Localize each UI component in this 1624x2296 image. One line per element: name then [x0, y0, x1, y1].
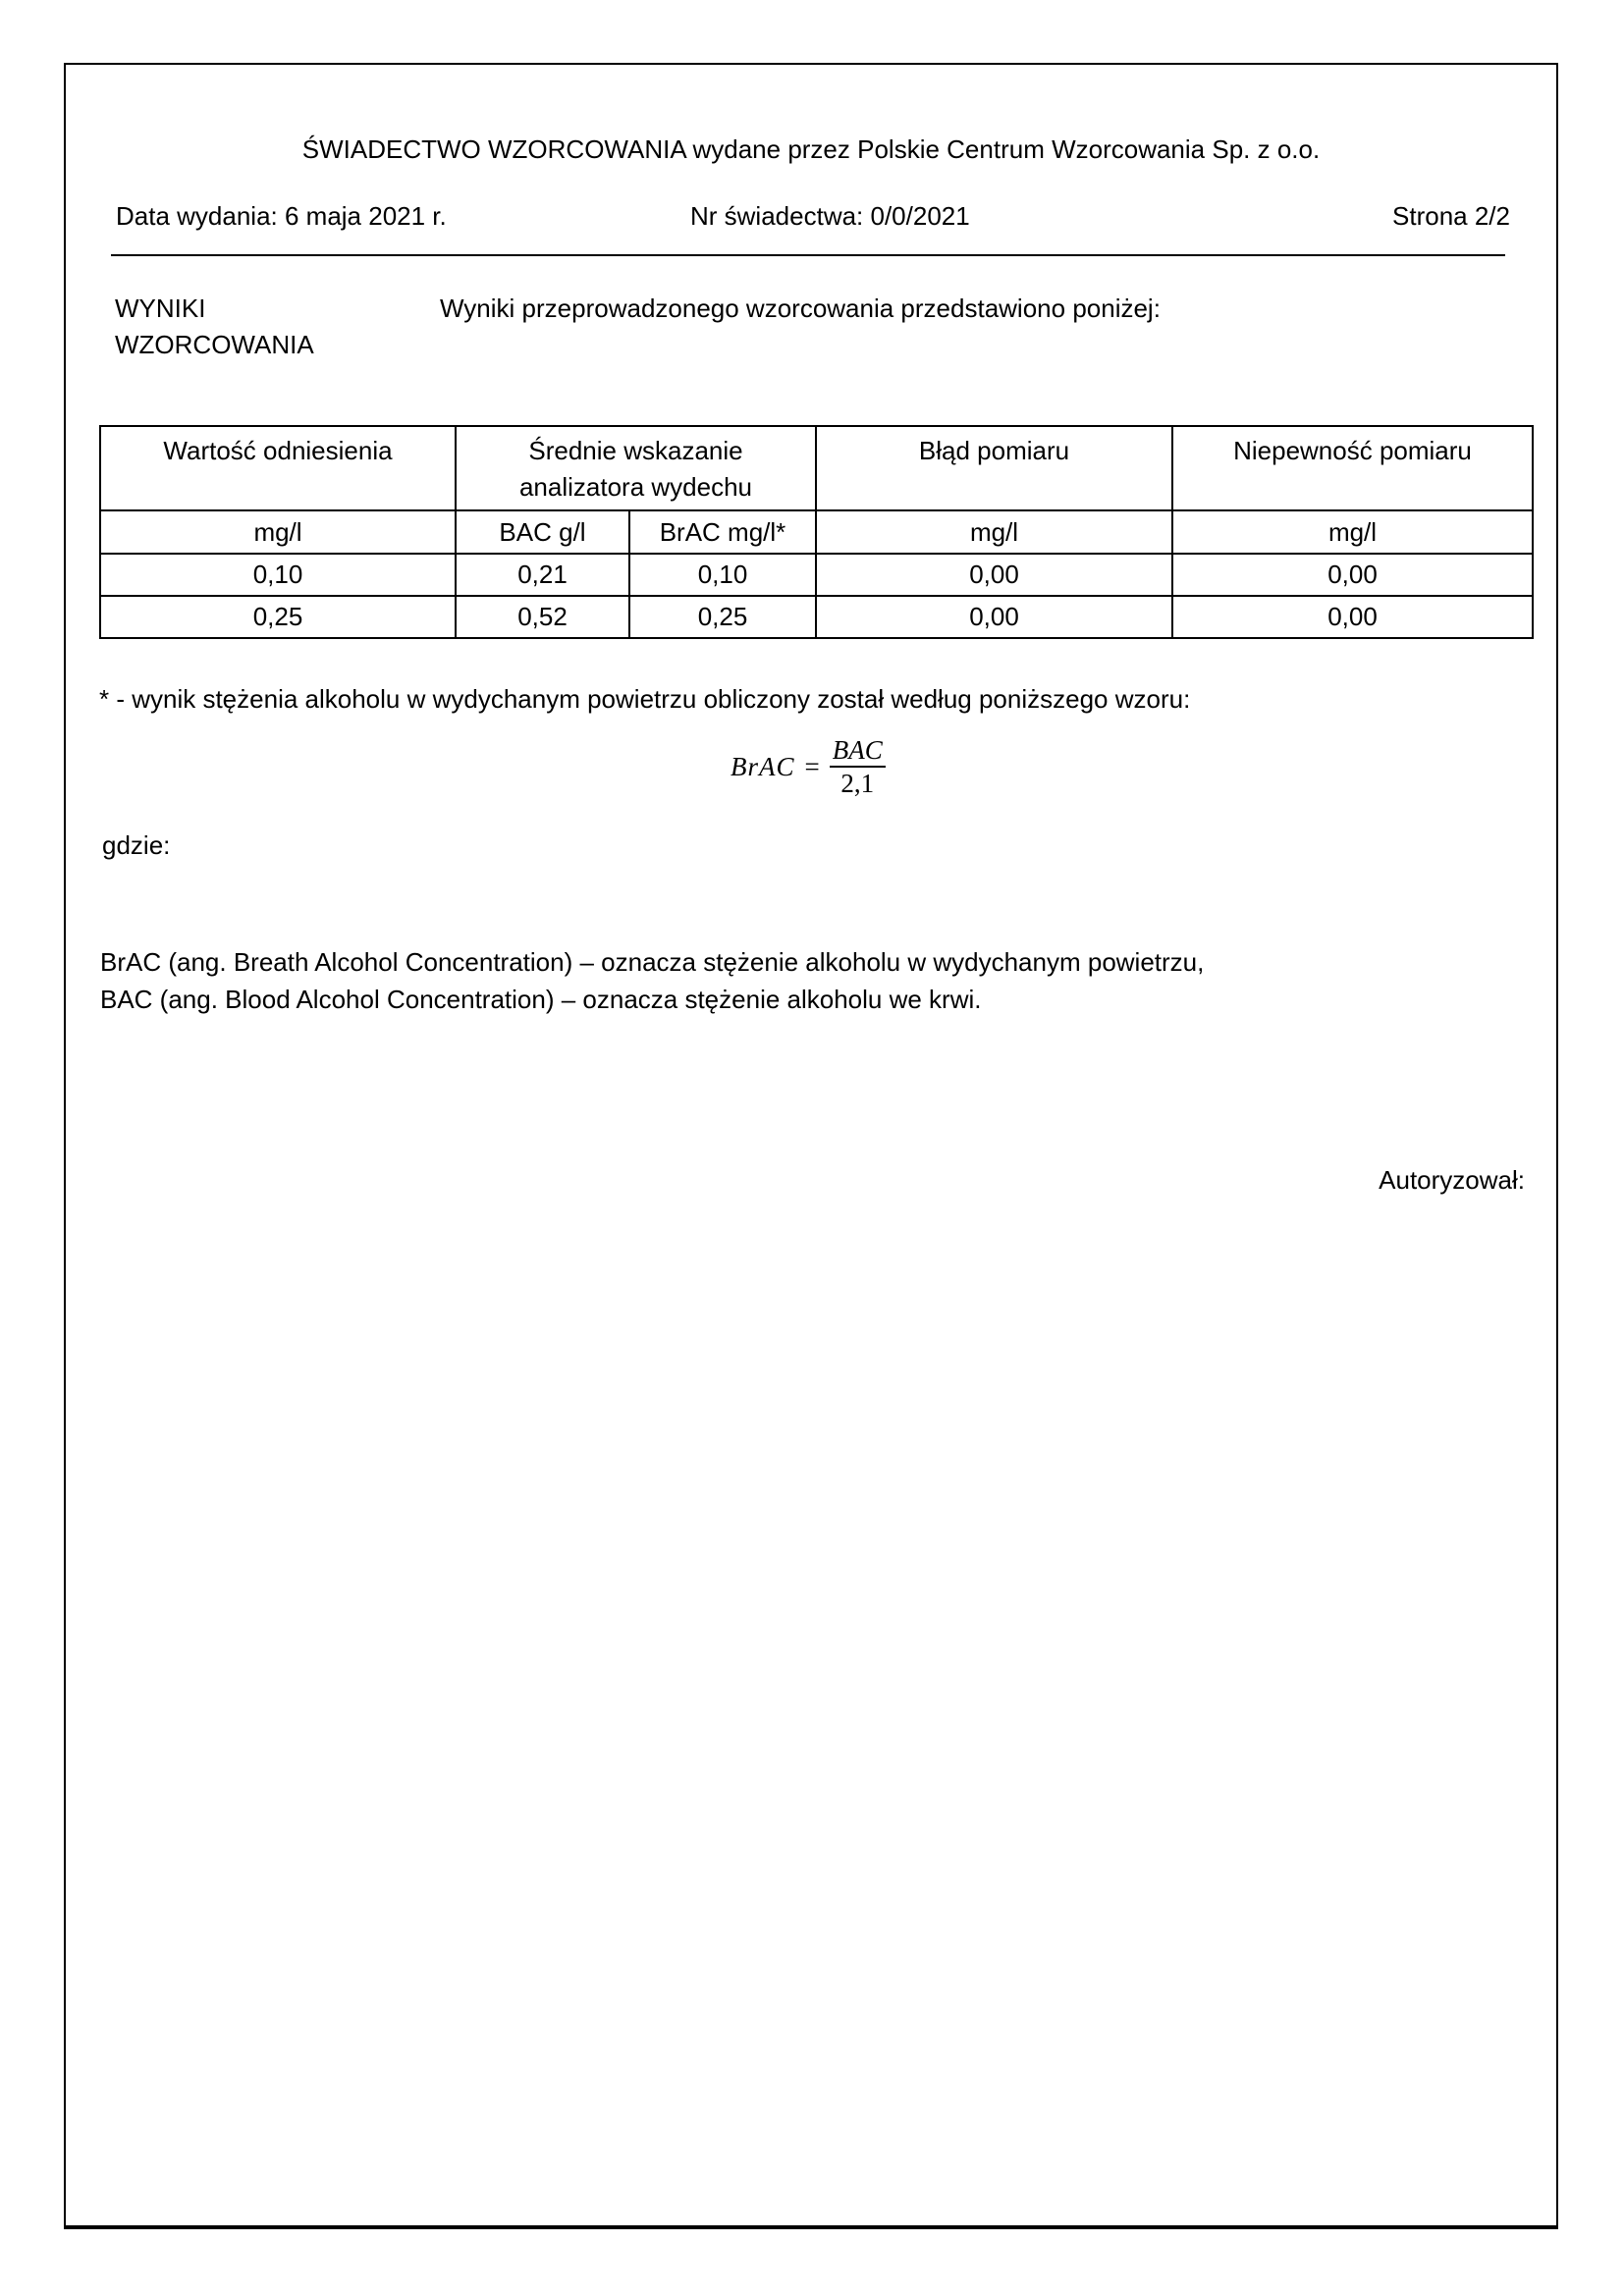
- table-header-row: [100, 426, 1533, 510]
- where-label: gdzie:: [102, 830, 171, 860]
- brac-formula: [731, 734, 886, 799]
- header-divider: [111, 254, 1505, 256]
- unit-cell: mg/l: [1172, 510, 1533, 554]
- calibration-results-table: [99, 425, 1534, 639]
- formula-footnote: * - wynik stężenia alkoholu w wydychanym powietrzu obliczony został według poniższego wzoru:: [99, 684, 1191, 714]
- value-cell: 0,21: [456, 554, 629, 596]
- col-header-mean-indication: Średnie wskazanie analizatora wydechu: [456, 426, 816, 510]
- unit-cell: BrAC mg/l*: [629, 510, 816, 554]
- formula-lhs: BrAC: [731, 751, 795, 781]
- unit-cell: mg/l: [816, 510, 1172, 554]
- value-cell: 0,00: [1172, 554, 1533, 596]
- bac-definition: BAC (ang. Blood Alcohol Concentration) – oznacza stężenie alkoholu we krwi.: [100, 985, 982, 1014]
- formula-denominator: 2,1: [840, 769, 875, 798]
- value-cell: 0,00: [816, 596, 1172, 638]
- col-header-measurement-uncertainty: Niepewność pomiaru: [1172, 426, 1533, 510]
- table-unit-row: [100, 510, 1533, 554]
- unit-cell: BAC g/l: [456, 510, 629, 554]
- certificate-number: Nr świadectwa: 0/0/2021: [690, 201, 970, 231]
- value-cell: 0,00: [816, 554, 1172, 596]
- results-heading-line2: WZORCOWANIA: [115, 330, 314, 359]
- value-cell: 0,10: [100, 554, 456, 596]
- formula-equals: =: [804, 751, 820, 781]
- col-header-reference-value: Wartość odniesienia: [100, 426, 456, 510]
- results-heading-line1: WYNIKI: [115, 294, 206, 323]
- issue-date: Data wydania: 6 maja 2021 r.: [116, 201, 447, 231]
- unit-cell: mg/l: [100, 510, 456, 554]
- page-number: Strona 2/2: [1392, 201, 1510, 231]
- value-cell: 0,52: [456, 596, 629, 638]
- col-header-measurement-error: Błąd pomiaru: [816, 426, 1172, 510]
- brac-definition: BrAC (ang. Breath Alcohol Concentration) – oznacza stężenie alkoholu w wydychanym powietrzu,: [100, 947, 1205, 977]
- formula-fraction: [830, 734, 886, 799]
- table-row: [100, 596, 1533, 638]
- table-row: [100, 554, 1533, 596]
- results-intro: Wyniki przeprowadzonego wzorcowania przedstawiono poniżej:: [440, 294, 1161, 323]
- value-cell: 0,25: [629, 596, 816, 638]
- value-cell: 0,10: [629, 554, 816, 596]
- document-title: ŚWIADECTWO WZORCOWANIA wydane przez Polskie Centrum Wzorcowania Sp. z o.o.: [301, 134, 1321, 164]
- page-border: [64, 63, 1558, 2229]
- results-heading: [115, 291, 314, 363]
- value-cell: 0,25: [100, 596, 456, 638]
- authorized-label: Autoryzował:: [1379, 1165, 1525, 1195]
- value-cell: 0,00: [1172, 596, 1533, 638]
- formula-numerator: BAC: [832, 735, 883, 765]
- definitions-block: [100, 943, 1204, 1018]
